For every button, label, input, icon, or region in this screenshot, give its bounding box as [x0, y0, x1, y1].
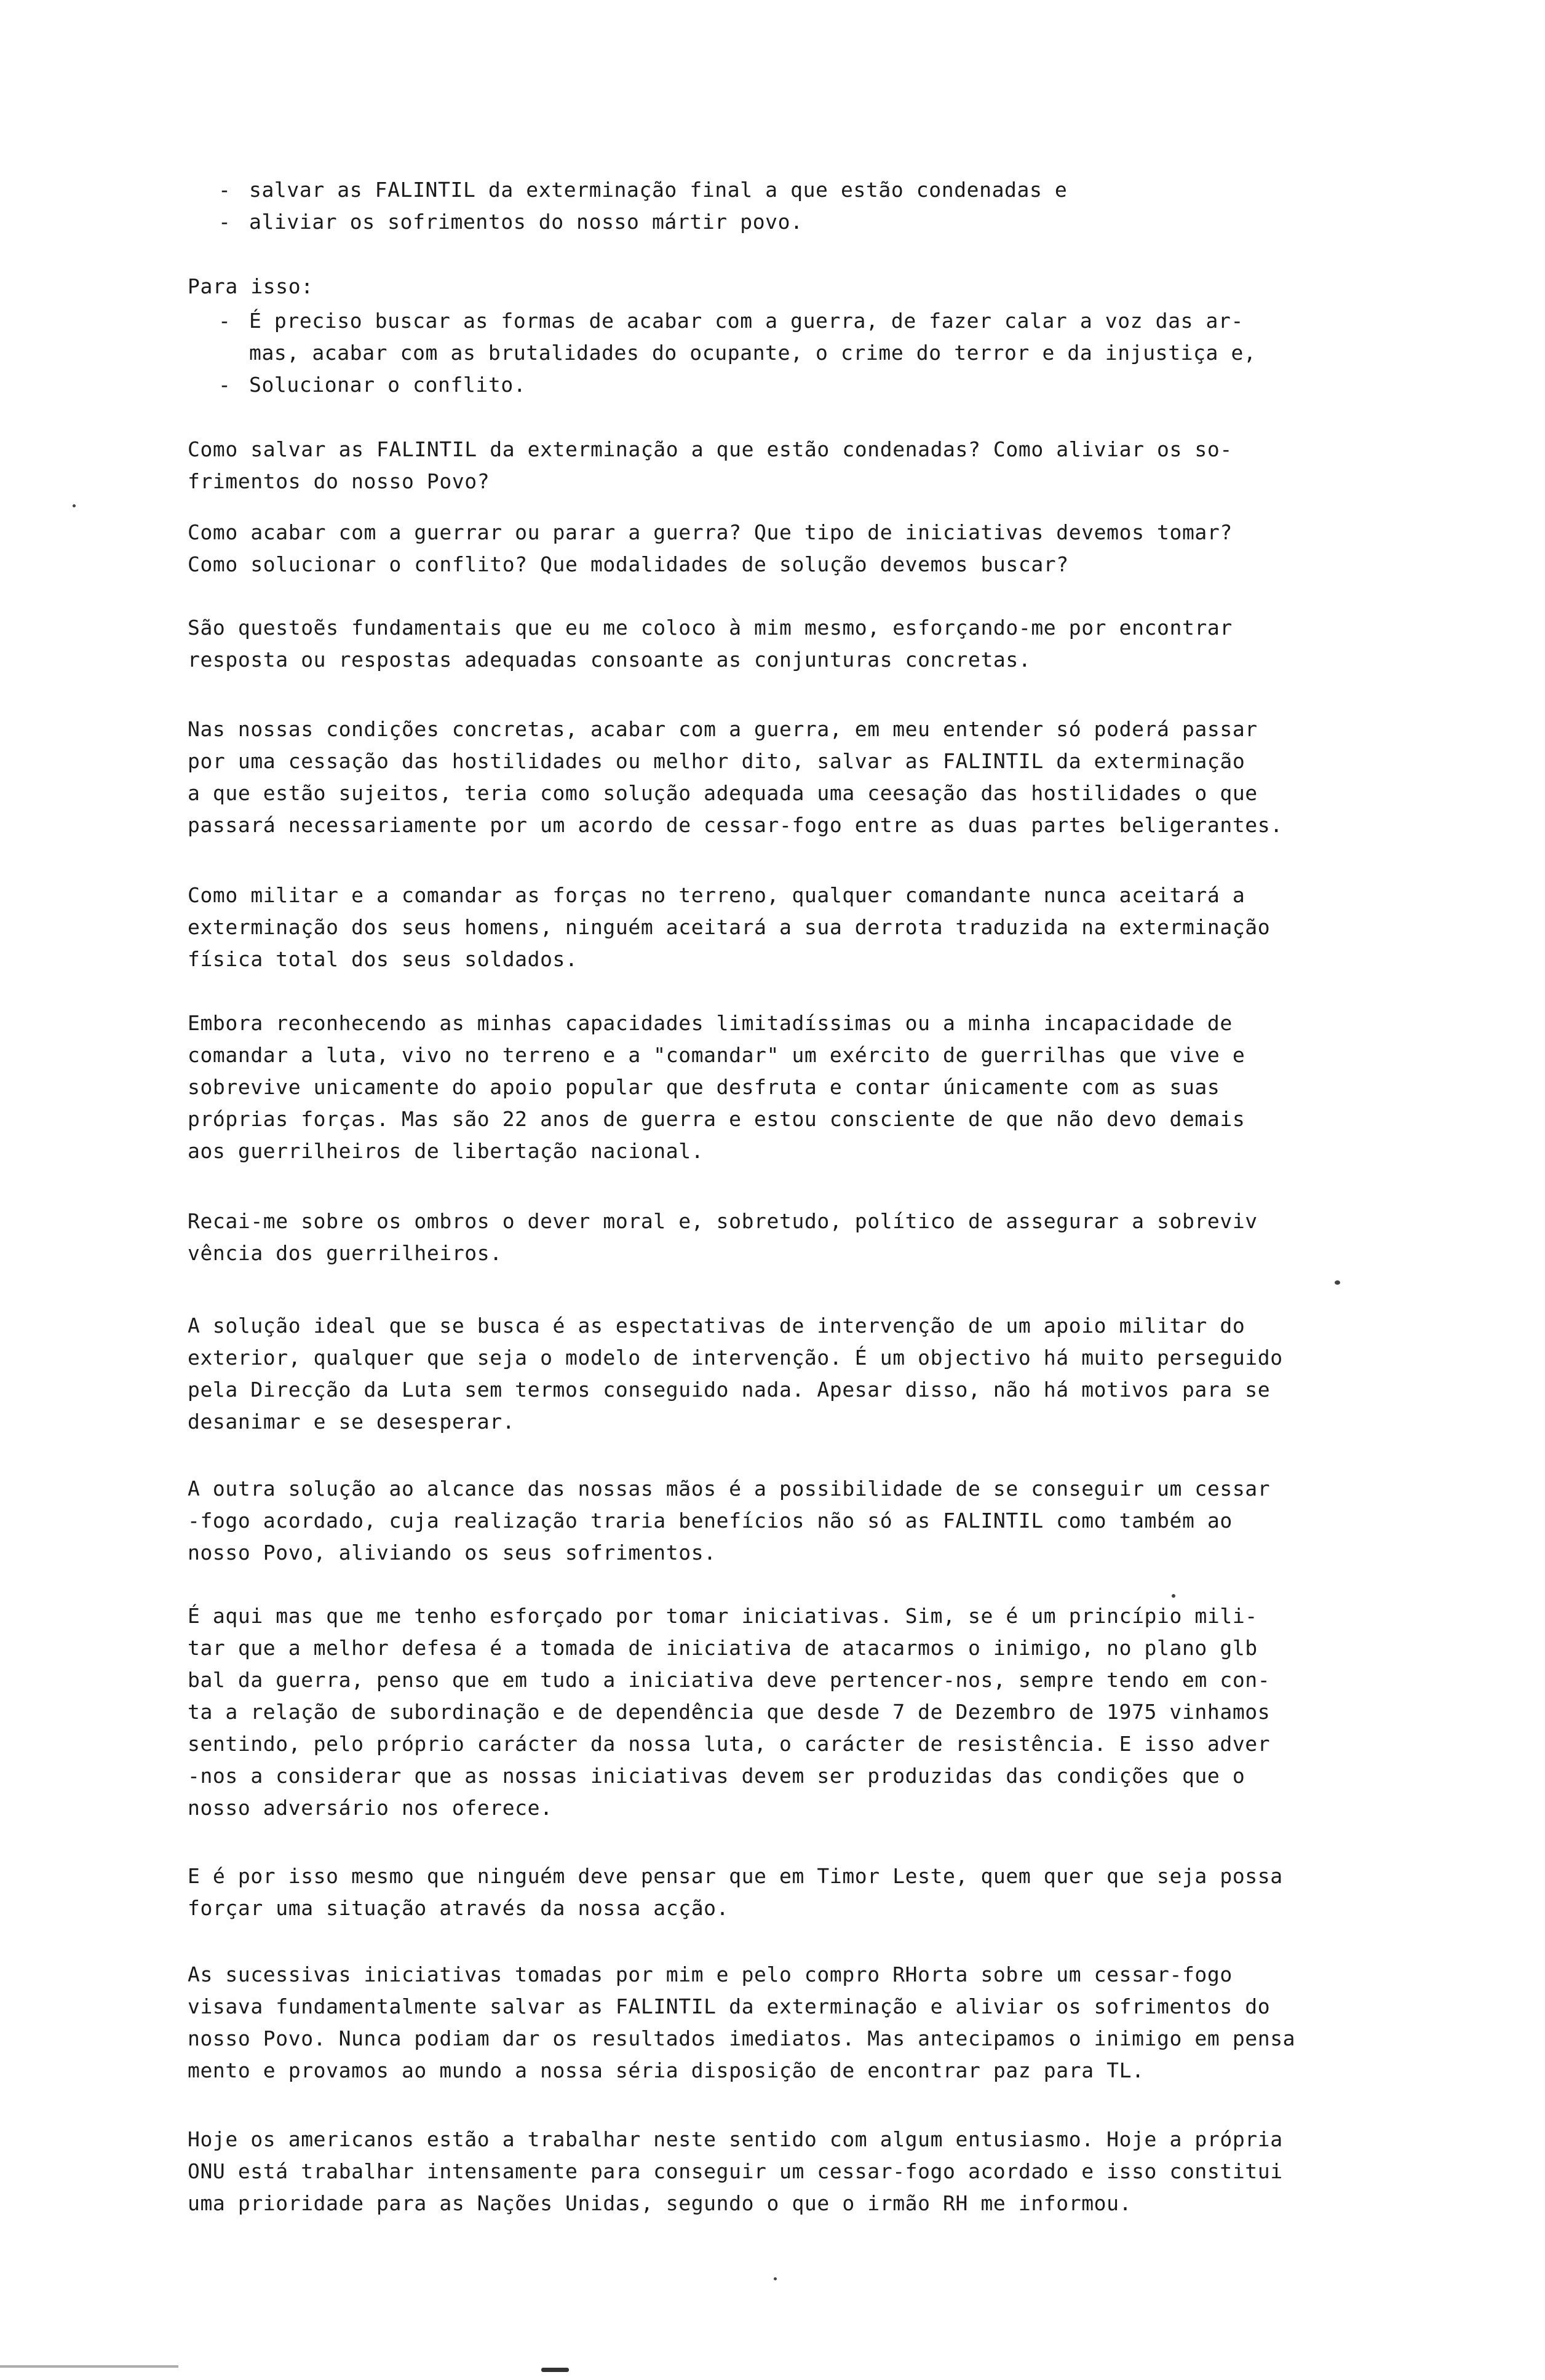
- paragraph: [188, 2124, 1283, 2219]
- paragraph-line: a que estão sujeitos, teria como solução adequada uma ceesação das hostilidades o que: [188, 781, 1258, 805]
- bullet-line: aliviar os sofrimentos do nosso mártir povo.: [249, 210, 803, 234]
- paragraph: [188, 1600, 1270, 1824]
- paragraph-line: E é por isso mesmo que ninguém deve pensar que em Timor Leste, quem quer que seja possa: [188, 1864, 1283, 1888]
- scan-edge-mark: [541, 2368, 569, 2372]
- ink-speck: [1172, 1594, 1175, 1598]
- paragraph-line: exterminação dos seus homens, ninguém aceitará a sua derrota traduzida na exterminação: [188, 915, 1271, 939]
- ink-speck: [73, 504, 76, 507]
- paragraph: [188, 1959, 1295, 2087]
- paragraph-line: por uma cessação das hostilidades ou melhor dito, salvar as FALINTIL da exterminação: [188, 749, 1245, 773]
- paragraph-line: aos guerrilheiros de libertação nacional.: [188, 1139, 704, 1163]
- para-isso-bullet-list: [218, 305, 1257, 401]
- paragraph-line: Como solucionar o conflito? Que modalidades de solução devemos buscar?: [188, 552, 1069, 576]
- paragraph-line: forçar uma situação através da nossa acção.: [188, 1896, 729, 1920]
- paragraph-line: sentindo, pelo próprio carácter da nossa luta, o carácter de resistência. E isso adver: [188, 1732, 1271, 1756]
- intro-bullet: [218, 174, 1068, 206]
- paragraph-line: Como acabar com a guerrar ou parar a guerra? Que tipo de iniciativas devemos tomar?: [188, 520, 1233, 544]
- scan-edge-mark: [0, 2365, 178, 2368]
- paragraph-line: A outra solução ao alcance das nossas mãos é a possibilidade de se conseguir um cessar: [188, 1477, 1271, 1501]
- para-isso-heading: [188, 271, 314, 303]
- paragraph: [188, 713, 1283, 841]
- paragraph: [188, 879, 1270, 975]
- paragraph-line: Como militar e a comandar as forças no terreno, qualquer comandante nunca aceitará a: [188, 883, 1245, 907]
- paragraph-line: É aqui mas que me tenho esforçado por tomar iniciativas. Sim, se é um princípio mili-: [188, 1604, 1258, 1628]
- paragraph-line: Hoje os americanos estão a trabalhar neste sentido com algum entusiasmo. Hoje a própria: [188, 2127, 1283, 2151]
- paragraph-line: nosso Povo, aliviando os seus sofrimentos.: [188, 1541, 717, 1565]
- paragraph-line: vência dos guerrilheiros.: [188, 1241, 502, 1265]
- bullet-line: salvar as FALINTIL da exterminação final a que estão condenadas e: [249, 178, 1068, 202]
- bullet-line: mas, acabar com as brutalidades do ocupante, o crime do terror e da injustiça e,: [249, 341, 1257, 365]
- paragraph: [188, 1860, 1283, 1924]
- bullet-line: Solucionar o conflito.: [249, 373, 526, 397]
- paragraph-line: As sucessivas iniciativas tomadas por mim e pelo compro RHorta sobre um cessar-fogo: [188, 1962, 1233, 1986]
- paragraph-line: ta a relação de subordinação e de dependência que desde 7 de Dezembro de 1975 vinhamos: [188, 1700, 1271, 1724]
- paragraph-line: comandar a luta, vivo no terreno e a "comandar" um exército de guerrilhas que vive e: [188, 1043, 1245, 1067]
- paragraph-line: uma prioridade para as Nações Unidas, segundo o que o irmão RH me informou.: [188, 2191, 1132, 2215]
- dash-marker: -: [218, 210, 231, 234]
- paragraph-line: Como salvar as FALINTIL da exterminação a que estão condenadas? Como aliviar os so-: [188, 437, 1233, 461]
- dash-marker: -: [218, 178, 231, 202]
- dash-marker: -: [218, 309, 231, 333]
- paragraph-line: sobrevive unicamente do apoio popular que desfruta e contar únicamente com as suas: [188, 1075, 1220, 1099]
- paragraph-line: Recai-me sobre os ombros o dever moral e, sobretudo, político de assegurar a sobreviv: [188, 1209, 1258, 1233]
- paragraph: [188, 1205, 1258, 1269]
- intro-bullet-list: [218, 174, 1068, 238]
- dash-marker: -: [218, 373, 231, 397]
- intro-bullet: [218, 206, 1067, 238]
- ink-speck: [774, 2277, 777, 2280]
- paragraph-line: física total dos seus soldados.: [188, 947, 578, 971]
- paragraph-line: tar que a melhor defesa é a tomada de iniciativa de atacarmos o inimigo, no plano glb: [188, 1636, 1258, 1660]
- paragraph-line: próprias forças. Mas são 22 anos de guerra e estou consciente de que não devo demais: [188, 1107, 1245, 1131]
- heading-line: Para isso:: [188, 274, 314, 298]
- paragraph: [188, 1310, 1283, 1438]
- paragraph-line: frimentos do nosso Povo?: [188, 469, 490, 493]
- paragraph-line: -nos a considerar que as nossas iniciativas devem ser produzidas das condições que o: [188, 1764, 1245, 1788]
- paragraph-line: visava fundamentalmente salvar as FALINTIL da exterminação e aliviar os sofrimentos do: [188, 1994, 1271, 2018]
- paragraph: [188, 1007, 1245, 1167]
- paragraph-line: pela Direcção da Luta sem termos conseguido nada. Apesar disso, não há motivos para se: [188, 1378, 1271, 1402]
- paragraph-line: passará necessariamente por um acordo de cessar-fogo entre as duas partes beligerantes.: [188, 813, 1283, 837]
- para-isso-bullet: [218, 369, 1256, 401]
- paragraph-line: ONU está trabalhar intensamente para conseguir um cessar-fogo acordado e isso constitui: [188, 2159, 1283, 2183]
- paragraph-line: exterior, qualquer que seja o modelo de intervenção. É um objectivo há muito perseguido: [188, 1346, 1283, 1370]
- paragraph: [188, 612, 1233, 676]
- paragraph-line: resposta ou respostas adequadas consoante as conjunturas concretas.: [188, 648, 1031, 672]
- bullet-line: É preciso buscar as formas de acabar com a guerra, de fazer calar a voz das ar-: [249, 309, 1244, 333]
- paragraph-line: nosso Povo. Nunca podiam dar os resultados imediatos. Mas antecipamos o inimigo em pensa: [188, 2026, 1296, 2050]
- paragraph-line: mento e provamos ao mundo a nossa séria disposição de encontrar paz para TL.: [188, 2058, 1145, 2082]
- paragraph-line: A solução ideal que se busca é as espectativas de intervenção de um apoio militar do: [188, 1314, 1245, 1338]
- ink-speck: [1335, 1280, 1340, 1285]
- paragraph-line: Nas nossas condições concretas, acabar com a guerra, em meu entender só poderá passar: [188, 717, 1258, 741]
- paragraph-line: Embora reconhecendo as minhas capacidades limitadíssimas ou a minha incapacidade de: [188, 1011, 1233, 1035]
- paragraph: [188, 517, 1233, 581]
- para-isso-bullet: [218, 305, 1257, 369]
- paragraph: [188, 434, 1233, 498]
- paragraph: [188, 1473, 1270, 1569]
- paragraph-line: São questoẽs fundamentais que eu me coloco à mim mesmo, esforçando-me por encontrar: [188, 616, 1233, 640]
- paragraph-line: -fogo acordado, cuja realização traria benefícios não só as FALINTIL como também ao: [188, 1509, 1233, 1533]
- paragraph-line: nosso adversário nos oferece.: [188, 1796, 553, 1820]
- paragraph-line: bal da guerra, penso que em tudo a iniciativa deve pertencer-nos, sempre tendo em con-: [188, 1668, 1271, 1692]
- paragraph-line: desanimar e se desesperar.: [188, 1410, 515, 1434]
